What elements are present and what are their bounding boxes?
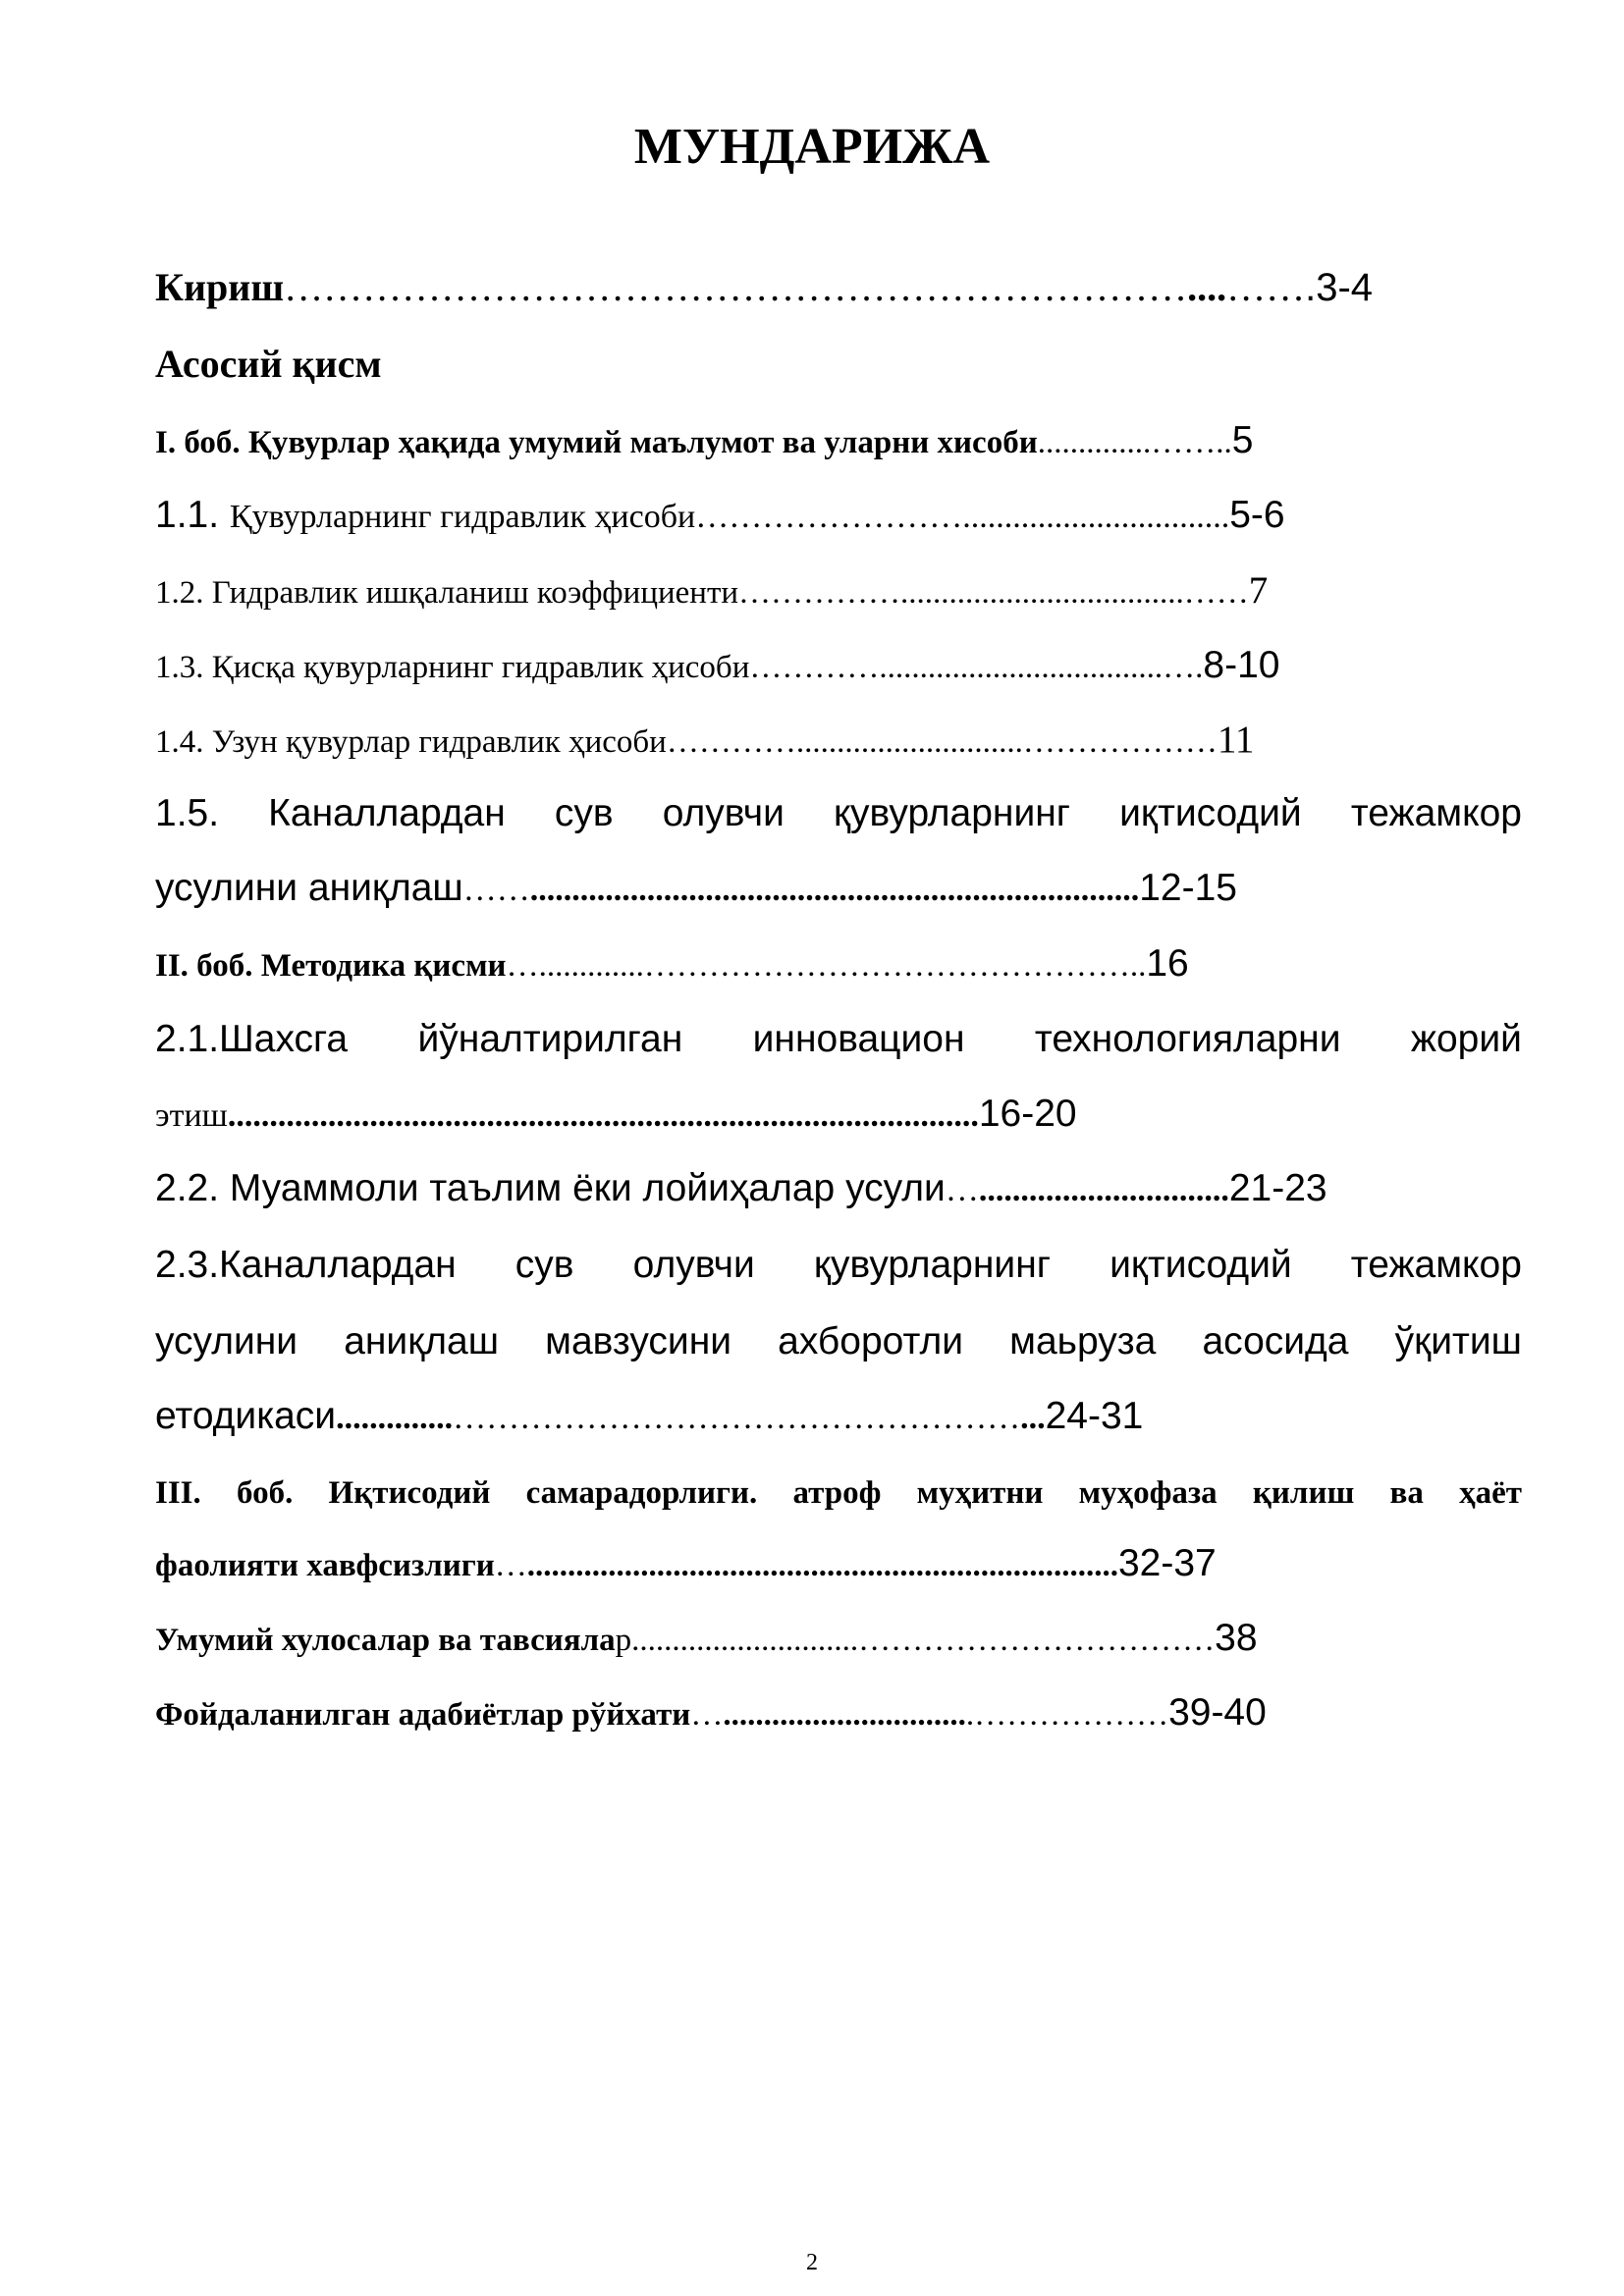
toc-entry-label: II. боб. Методика қисми <box>155 948 507 984</box>
toc-leader: .……………… <box>965 1697 1169 1733</box>
toc-word: III. <box>155 1475 201 1511</box>
toc-word: асосида <box>1202 1320 1349 1362</box>
toc-entry-references <box>155 1688 1267 1739</box>
toc-entry-2-2 <box>155 1164 1327 1215</box>
toc-entry-chapter-1 <box>155 418 1253 465</box>
toc-leader: ............................ <box>795 724 1023 760</box>
toc-leader: ... <box>1020 1400 1046 1436</box>
toc-word: инновацион <box>752 1018 965 1060</box>
toc-page-number: 21-23 <box>1228 1167 1327 1209</box>
toc-entry-chapter-3 <box>155 1470 1522 1516</box>
toc-leader: ......................................................................... <box>526 1548 1118 1583</box>
toc-leader: ……………… <box>1022 724 1218 760</box>
toc-word: жорий <box>1410 1018 1522 1060</box>
toc-word: аниқлаш <box>344 1320 500 1362</box>
toc-word: сув <box>554 792 614 834</box>
toc-page-number: 5 <box>1231 419 1254 461</box>
toc-page-number: 16 <box>1146 942 1189 985</box>
toc-word: Каналлардан <box>268 792 506 834</box>
toc-entry-chapter-3-continued <box>155 1539 1217 1590</box>
toc-entry-conclusions <box>155 1614 1258 1665</box>
toc-word: 2.1.Шахсга <box>155 1018 349 1060</box>
toc-word: ва <box>1389 1475 1424 1511</box>
toc-word: йўналтирилган <box>417 1018 683 1060</box>
toc-leader: … <box>494 1548 527 1583</box>
toc-entry-label: 1.4. Узун қувурлар гидравлик ҳисоби <box>155 724 667 760</box>
toc-entry-label: этиш <box>155 1097 228 1134</box>
toc-page-number: .3-4 <box>1305 266 1374 309</box>
toc-leader: …............. <box>506 948 644 984</box>
toc-word: 1.5. <box>155 792 220 834</box>
toc-word: маьруза <box>1009 1320 1157 1362</box>
toc-entry-2-1 <box>155 1015 1522 1064</box>
toc-section-heading <box>155 340 382 389</box>
toc-word: сув <box>514 1244 574 1286</box>
toc-entry-kirish <box>155 263 1373 312</box>
toc-word: тежамкор <box>1350 792 1522 834</box>
toc-entry-label: 1.3. Қисқа қувурларнинг гидравлик ҳисоби <box>155 650 750 685</box>
toc-entry-2-3-continued <box>155 1317 1522 1366</box>
toc-entry-1-5 <box>155 789 1522 838</box>
toc-word: муҳитни <box>916 1475 1044 1511</box>
toc-entry-1-3 <box>155 642 1279 691</box>
toc-entry-1-2 <box>155 567 1268 616</box>
toc-leader: …… <box>1226 265 1306 309</box>
toc-entry-2-1-continued <box>155 1090 1077 1141</box>
toc-entry-chapter-2 <box>155 940 1189 989</box>
toc-leader: ................................... <box>879 650 1164 685</box>
toc-page-number: 38 <box>1215 1617 1258 1659</box>
toc-page-number: 24-31 <box>1045 1395 1144 1437</box>
toc-word: усулини <box>155 1320 298 1362</box>
toc-word: 2.3.Каналлардан <box>155 1244 457 1286</box>
toc-entry-label: I. боб. Қувурлар ҳақида умумий маълумот ва уларни хисоби <box>155 425 1038 460</box>
toc-leader: ………… <box>749 650 880 685</box>
toc-entry-label: Асосий қисм <box>155 342 382 386</box>
toc-entry-label: етодикаси <box>155 1395 337 1437</box>
toc-leader: ........................... <box>631 1623 850 1658</box>
toc-leader: .. <box>1129 948 1147 984</box>
toc-entry-label: Умумий хулосалар ва тавсияла <box>155 1623 616 1658</box>
toc-entry-2-3 <box>155 1241 1522 1290</box>
toc-leader: …. <box>1163 650 1204 685</box>
toc-leader: .............................. <box>723 1697 966 1733</box>
toc-leader: …………… <box>738 575 901 611</box>
toc-word: технологияларни <box>1034 1018 1341 1060</box>
toc-word: қувурларнинг <box>813 1244 1051 1286</box>
toc-leader: ................................ <box>962 499 1230 535</box>
toc-page-number: 39-40 <box>1168 1691 1267 1734</box>
toc-word: боб. <box>237 1475 294 1511</box>
toc-page-number: 11 <box>1217 719 1255 761</box>
page-title: МУНДАРИЖА <box>633 119 991 175</box>
toc-leader: … <box>690 1697 724 1733</box>
toc-leader: ......................................................................... <box>529 872 1140 908</box>
toc-word: қилиш <box>1252 1475 1355 1511</box>
toc-page-number: 5-6 <box>1229 494 1285 536</box>
toc-leader: .............................. <box>978 1172 1229 1208</box>
toc-entry-label: фаолияти хавфсизлиги <box>155 1548 495 1583</box>
toc-page-number: 12-15 <box>1139 867 1237 909</box>
toc-leader: ………… <box>666 724 796 760</box>
toc-leader: …………………… <box>695 499 963 535</box>
toc-entry-label: Кириш <box>155 265 285 309</box>
toc-entry-label: 1.2. Гидравлик ишқаланиш коэффициенти <box>155 575 739 611</box>
toc-word: ҳаёт <box>1459 1475 1522 1511</box>
toc-word: самарадорлиги. <box>525 1475 758 1511</box>
toc-word: олувчи <box>632 1244 755 1286</box>
toc-entry-number: 1.1. <box>155 494 230 536</box>
toc-leader: …………………………………………… <box>453 1400 1021 1436</box>
toc-leader: …….. <box>1151 425 1232 460</box>
toc-entry-label: Фойдаланилган адабиётлар рўйхати <box>155 1697 691 1733</box>
toc-word: мавзусини <box>545 1320 732 1362</box>
toc-page-number: 32-37 <box>1117 1542 1217 1584</box>
toc-page-number: 7 <box>1248 569 1269 612</box>
toc-leader: .............. <box>336 1400 454 1436</box>
toc-page-number: 16-20 <box>978 1093 1077 1135</box>
toc-entry-label-tail: р <box>615 1623 632 1658</box>
toc-leader: …… <box>1183 575 1249 611</box>
toc-entry-1-5-continued <box>155 864 1237 915</box>
toc-word: олувчи <box>662 792 785 834</box>
toc-word: қувурларнинг <box>833 792 1071 834</box>
toc-leader: .............. <box>1037 425 1152 460</box>
toc-word: иқтисодий <box>1119 792 1302 834</box>
toc-leader: …… <box>462 872 530 908</box>
toc-leader: … <box>945 1172 979 1208</box>
toc-page-number: 8-10 <box>1203 644 1280 686</box>
toc-leader: .......................................................................................... <box>227 1097 979 1134</box>
toc-entry-1-1 <box>155 491 1285 542</box>
page-number: 2 <box>806 2250 818 2275</box>
toc-word: ўқитиш <box>1394 1320 1522 1362</box>
toc-entry-label: Қувурларнинг гидравлик ҳисоби <box>229 499 696 535</box>
toc-leader: ................................... <box>900 575 1184 611</box>
toc-word: атроф <box>792 1475 882 1511</box>
toc-entry-1-4 <box>155 717 1254 766</box>
toc-entry-2-3-end <box>155 1392 1143 1443</box>
toc-leader: .... <box>1187 265 1227 309</box>
toc-entry-label: 2.2. Муаммоли таълим ёки лойиҳалар усули <box>155 1167 946 1209</box>
toc-word: муҳофаза <box>1078 1475 1218 1511</box>
toc-leader: .…………………………… <box>849 1623 1216 1658</box>
toc-word: ахборотли <box>778 1320 964 1362</box>
toc-word: тежамкор <box>1350 1244 1522 1286</box>
toc-leader: …………………………………………………………… <box>284 265 1188 309</box>
toc-leader: ……………………………………… <box>643 948 1130 984</box>
toc-word: Иқтисодий <box>328 1475 491 1511</box>
toc-entry-label: усулини аниқлаш <box>155 867 463 909</box>
toc-word: иқтисодий <box>1110 1244 1292 1286</box>
